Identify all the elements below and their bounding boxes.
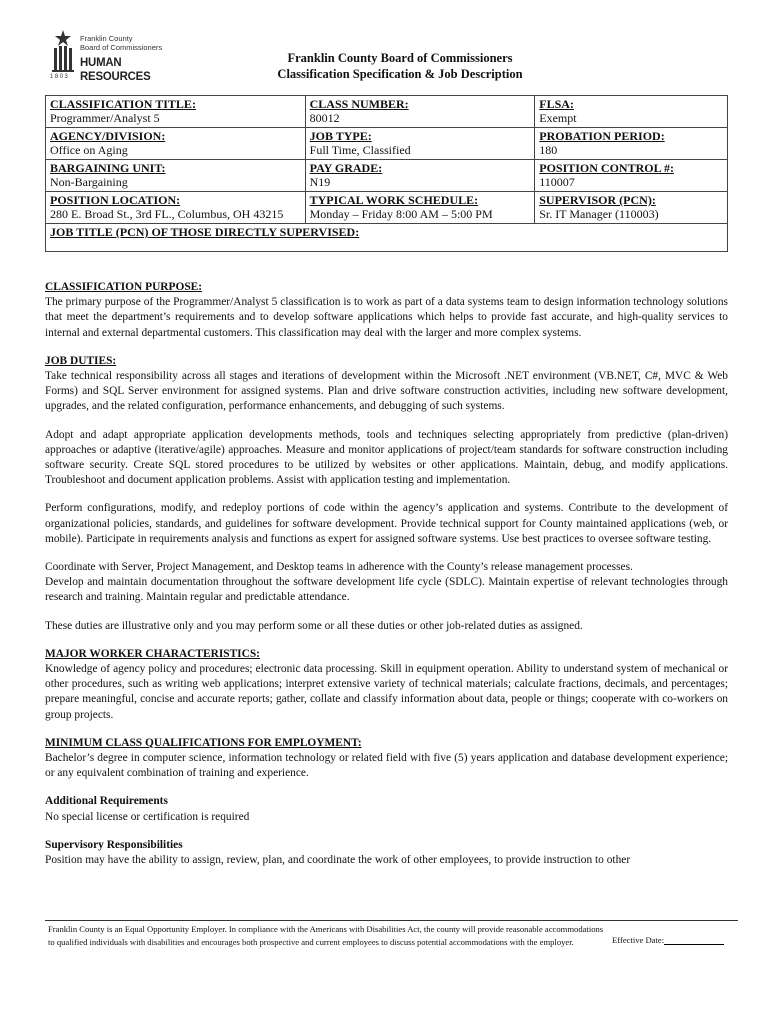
cell-agency xyxy=(46,128,306,160)
qualifications-text: Bachelor’s degree in computer science, information technology or related field with five (5) years application and database development experience; or any equivalent combination of training and experience. xyxy=(45,752,728,780)
duties-paragraph-4a: Coordinate with Server, Project Management, and Desktop teams in adherence with the County’s release management processes. xyxy=(45,561,633,574)
cell-classification-title xyxy=(46,96,306,128)
classification-title-label: CLASSIFICATION TITLE: xyxy=(50,97,196,111)
position-control-value: 110007 xyxy=(539,175,575,189)
effective-date-blank xyxy=(664,944,724,945)
class-number-value: 80012 xyxy=(309,111,340,125)
document-body xyxy=(45,280,728,881)
agency-value: Office on Aging xyxy=(50,143,128,157)
job-type-value: Full Time, Classified xyxy=(309,143,411,157)
duties-paragraph-3: Perform configurations, modify, and redeploy portions of code within the agency’s application and systems. Contribute to the development of organizational policies, standards, and guidelines for software development. Provide technical support for County maintained applications (web, or mobile). Participate in requirements analysis and functions as expert for assigned software systems. Use best practices to oversee software testing. xyxy=(45,502,728,545)
cell-supervised xyxy=(46,224,728,252)
cell-supervisor xyxy=(535,192,728,224)
table-row xyxy=(46,128,728,160)
pay-grade-value: N19 xyxy=(309,175,331,189)
probation-label: PROBATION PERIOD: xyxy=(539,129,665,143)
supervisor-value: Sr. IT Manager (110003) xyxy=(539,207,659,221)
cell-pay-grade xyxy=(305,160,535,192)
probation-value: 180 xyxy=(539,143,558,157)
logo-hr-text: HUMAN RESOURCES xyxy=(80,55,151,83)
cell-probation xyxy=(535,128,728,160)
cell-job-type xyxy=(305,128,535,160)
position-control-label: POSITION CONTROL #: xyxy=(539,161,674,175)
document-header xyxy=(230,50,570,82)
cell-location xyxy=(46,192,306,224)
duties-paragraph-5: These duties are illustrative only and you may perform some or all these duties or other job-related duties as assigned. xyxy=(45,619,583,632)
supervisory-text: Position may have the ability to assign, review, plan, and coordinate the work of other employees, to provide instruction to other xyxy=(45,854,631,867)
cell-position-control xyxy=(535,160,728,192)
duties-paragraph-2: Adopt and adapt appropriate application developments methods, tools and techniques selecting appropriately from predictive (plan-driven) approaches or adaptive (iterative/agile) approaches. Measure and monitor applications of project/team standards for software construction including software security. Create SQL stored procedures to be utilized by websites or other applications. Maintain, debug, and modify applications. Troubleshoot and document application problems. Assist with application testing and implementation. xyxy=(45,428,728,487)
logo-line2: Board of Commissioners xyxy=(80,42,163,52)
duties-heading: JOB DUTIES: xyxy=(45,354,117,367)
logo-county-name xyxy=(80,35,162,52)
additional-heading: Additional Requirements xyxy=(45,795,168,808)
cell-bargaining xyxy=(46,160,306,192)
header-title-1: Franklin County Board of Commissioners xyxy=(287,51,513,65)
eeo-statement: Franklin County is an Equal Opportunity Employer. In compliance with the Americans with Disabilities Act, the county will provide reasonable accommodations to qualified individuals with disabilities and encourages both prospective and current employees to discuss potential accommodations with the employer. xyxy=(48,924,604,947)
hr-logo xyxy=(46,30,186,82)
effective-date-label: Effective Date: xyxy=(612,935,665,945)
bargaining-label: BARGAINING UNIT: xyxy=(50,161,166,175)
additional-text: No special license or certification is required xyxy=(45,810,250,823)
table-row xyxy=(46,96,728,128)
header-title-2: Classification Specification & Job Description xyxy=(277,67,523,81)
flsa-value: Exempt xyxy=(539,111,577,125)
logo-year: 1803 xyxy=(50,74,70,80)
supervisor-label: SUPERVISOR (PCN): xyxy=(539,193,656,207)
schedule-value: Monday – Friday 8:00 AM – 5:00 PM xyxy=(309,207,493,221)
logo-line1: Franklin County xyxy=(80,34,133,43)
supervisory-heading: Supervisory Responsibilities xyxy=(45,838,183,851)
pay-grade-label: PAY GRADE: xyxy=(309,161,383,175)
table-row xyxy=(46,160,728,192)
table-row xyxy=(46,192,728,224)
table-row xyxy=(46,224,728,252)
cell-class-number xyxy=(305,96,535,128)
cell-schedule xyxy=(305,192,535,224)
schedule-label: TYPICAL WORK SCHEDULE: xyxy=(309,193,479,207)
agency-label: AGENCY/DIVISION: xyxy=(50,129,166,143)
supervised-label: JOB TITLE (PCN) OF THOSE DIRECTLY SUPERVISED: xyxy=(50,225,360,239)
flsa-label: FLSA: xyxy=(539,97,574,111)
purpose-heading: CLASSIFICATION PURPOSE: xyxy=(45,281,203,293)
duties-paragraph-4b: Develop and maintain documentation throughout the software development life cycle (SDLC). Maintain expertise of relevant technologies through research and training. Maintain regular and predictable attendance. xyxy=(45,576,728,604)
duties-paragraph-4 xyxy=(45,560,728,606)
duties-paragraph-1: Take technical responsibility across all stages and iterations of development within the Microsoft .NET environment (VB.NET, C#, MVC & Web Forms) and SQL Server environment for assigned systems. Plan and drive software construction activities, including new software development, upgrades, and the related configuration, performance enhancements, and debugging of such systems. xyxy=(45,370,728,413)
effective-date xyxy=(612,935,724,945)
location-value: 280 E. Broad St., 3rd FL., Columbus, OH 43215 xyxy=(50,207,284,221)
class-number-label: CLASS NUMBER: xyxy=(309,97,409,111)
county-seal-icon xyxy=(48,30,78,74)
bargaining-value: Non-Bargaining xyxy=(50,175,128,189)
qualifications-heading: MINIMUM CLASS QUALIFICATIONS FOR EMPLOYMENT: xyxy=(45,736,362,749)
classification-title-value: Programmer/Analyst 5 xyxy=(50,111,160,125)
footer-divider xyxy=(45,920,738,921)
job-type-label: JOB TYPE: xyxy=(309,129,372,143)
purpose-text: The primary purpose of the Programmer/Analyst 5 classification is to work as part of a data systems team to design information technology solutions that meet the department’s requirements and to develop software applications which helps to provide fast accurate, and high-quality services to internal and external departmental customers. This classification may deal with the larger and more complex systems. xyxy=(45,296,728,339)
cell-flsa xyxy=(535,96,728,128)
location-label: POSITION LOCATION: xyxy=(50,193,181,207)
characteristics-heading: MAJOR WORKER CHARACTERISTICS: xyxy=(45,647,260,660)
job-info-table xyxy=(45,95,728,252)
characteristics-text: Knowledge of agency policy and procedures; electronic data processing. Skill in equipment operation. Ability to understand system of mechanical or other procedures, such as writing web applications; interpret extensive variety of technical materials; calculate fractions, decimals, and percentages; prepare meaningful, concise and accurate reports; gather, collate and classify information about data, people or things; cooperate with co-workers on group projects. xyxy=(45,663,728,721)
